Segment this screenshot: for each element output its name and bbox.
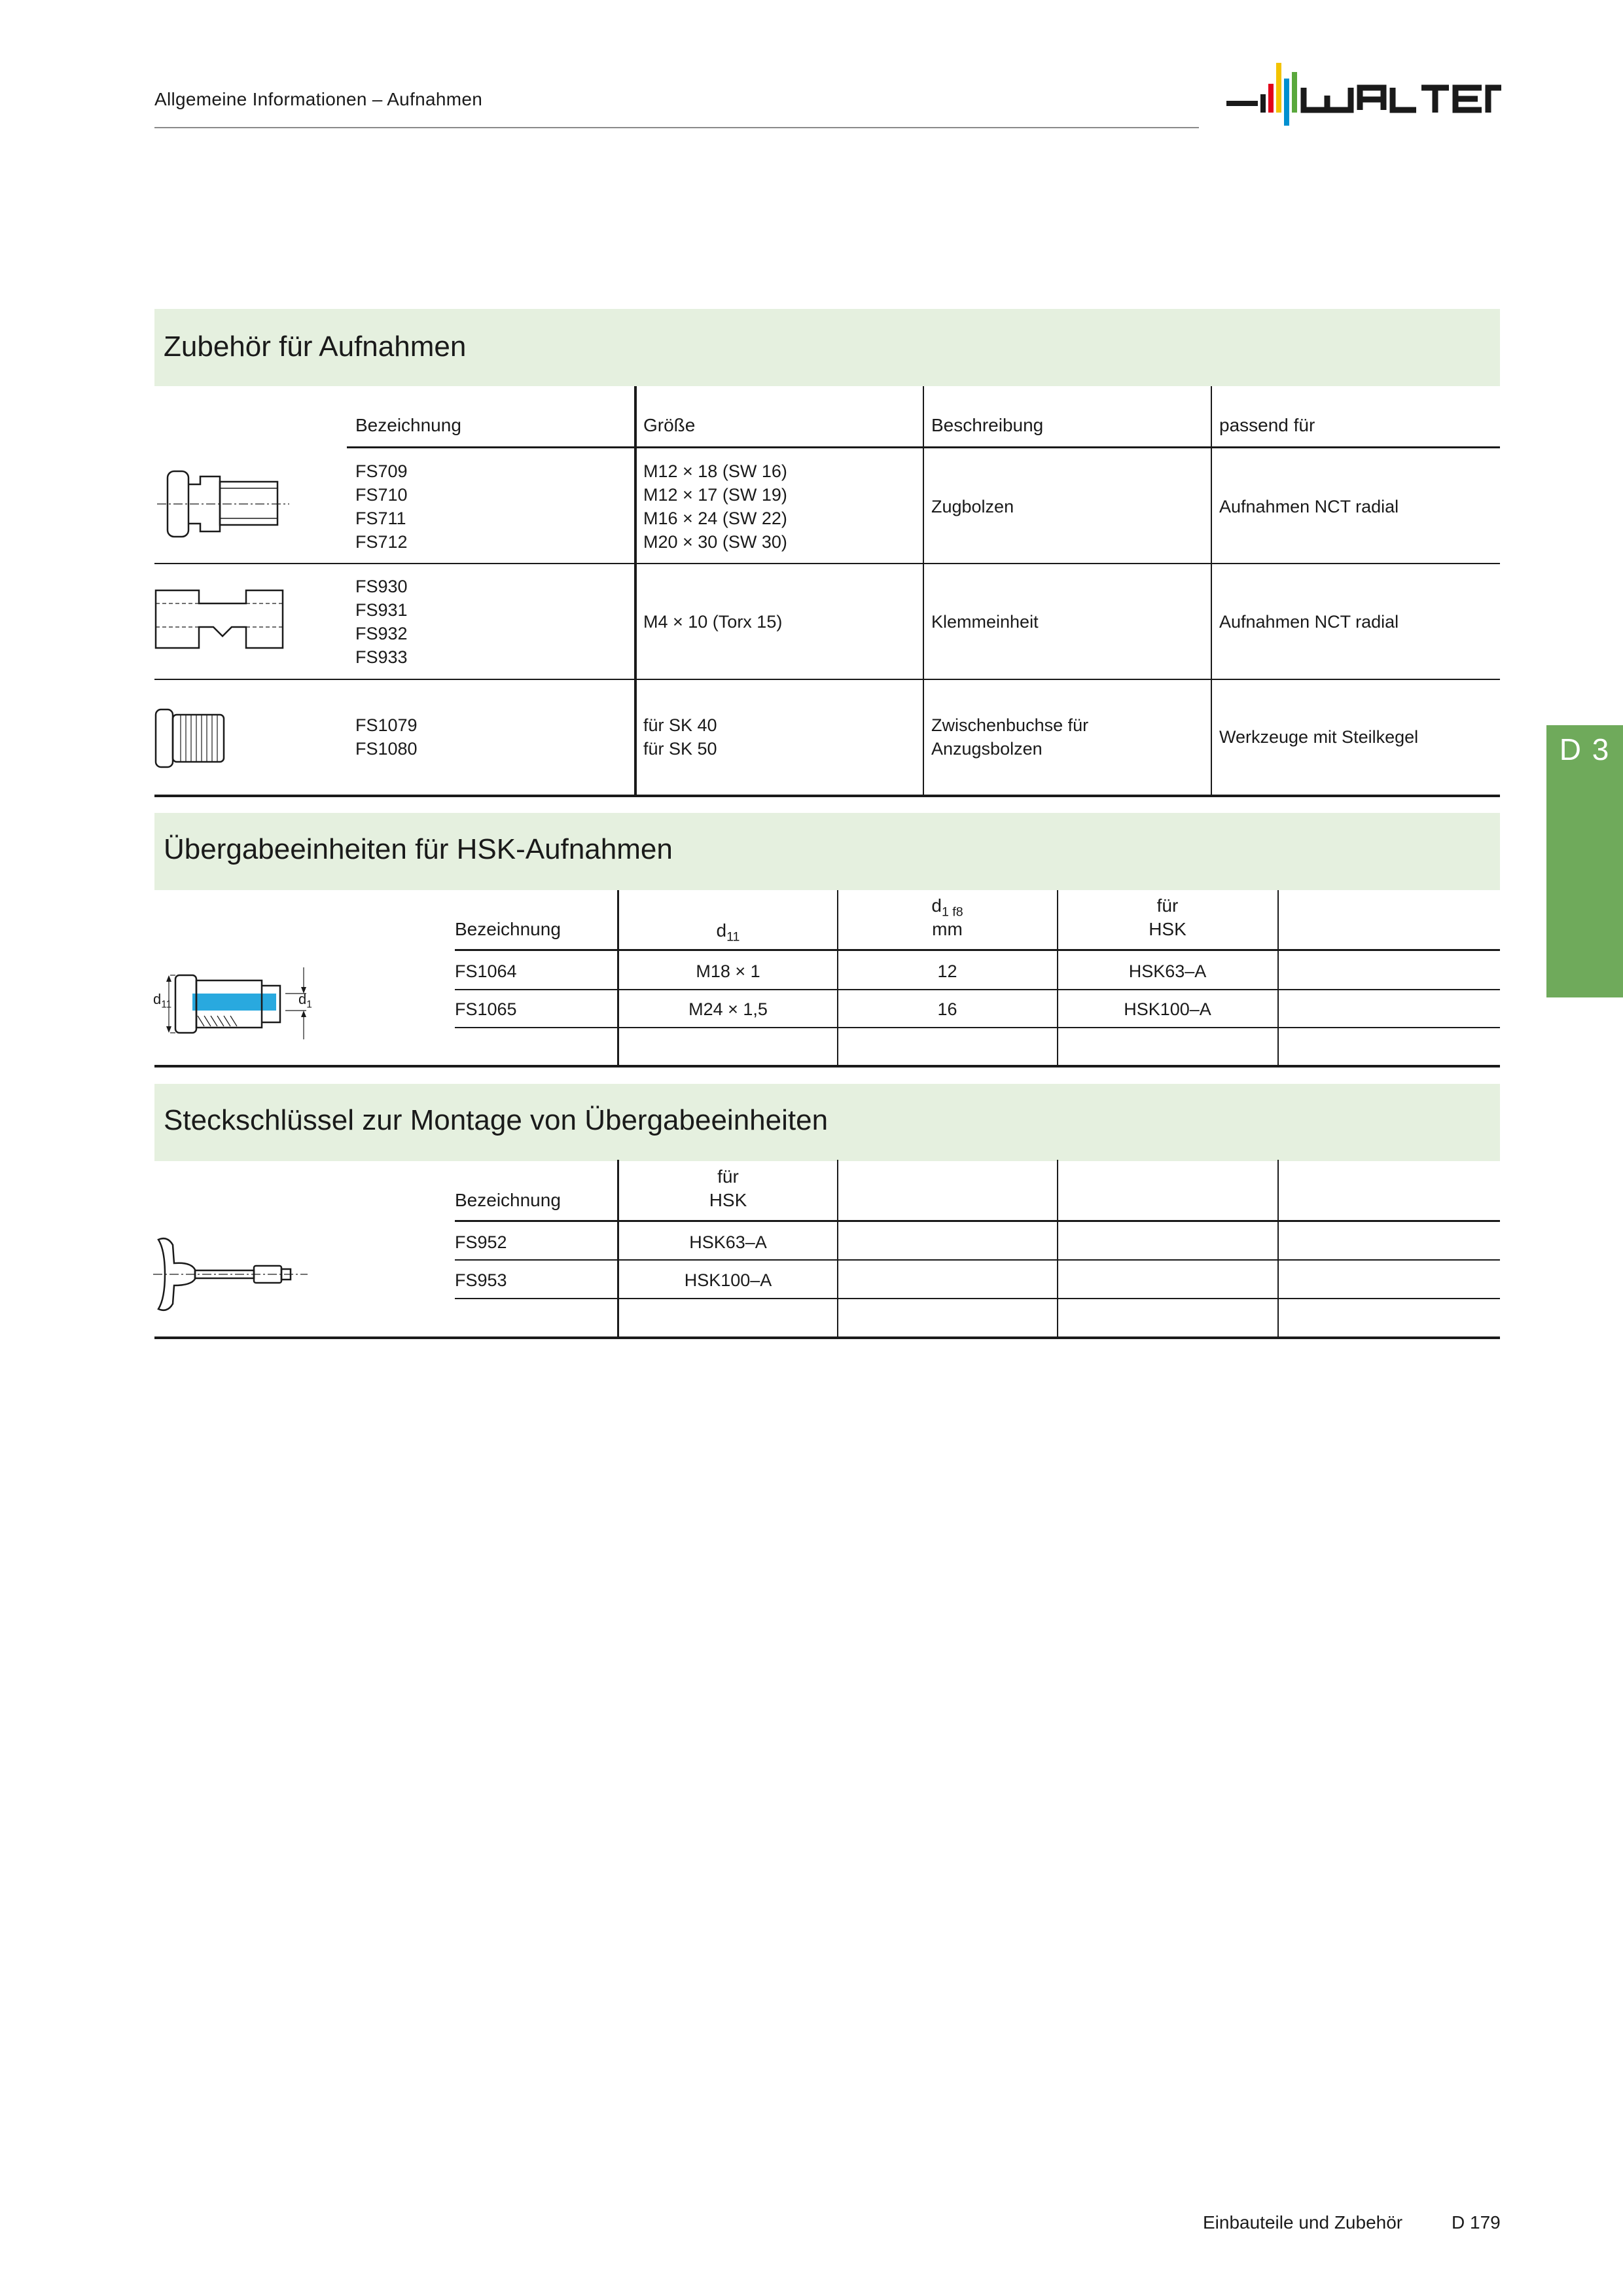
table-cell-d1: 12 (937, 961, 957, 981)
table-cell-hsk: HSK100–A (684, 1270, 772, 1290)
table-cell-d11: M24 × 1,5 (688, 999, 768, 1019)
table-cell-bezeichnung: FS1064 (455, 961, 517, 981)
column-divider (1057, 1160, 1058, 1338)
walter-logo (1226, 59, 1501, 132)
table-cell-d11: M18 × 1 (696, 961, 760, 981)
table-cell-bezeichnung: FS1065 (455, 999, 517, 1019)
table-cell-passend: Aufnahmen NCT radial (1219, 612, 1399, 632)
pull-stud-drawing (154, 462, 292, 547)
table-cell-bezeichnung: FS952 (455, 1232, 507, 1252)
section-title-zubehoer: Zubehör für Aufnahmen (164, 331, 467, 363)
table-cell-passend: Aufnahmen NCT radial (1219, 497, 1399, 516)
col-header-bezeichnung: Bezeichnung (355, 415, 461, 435)
table-cell-groesse: M4 × 10 (Torx 15) (643, 612, 783, 632)
col-header-hsk: HSK (1149, 919, 1186, 939)
col-header-groesse: Größe (643, 415, 696, 435)
col-header-fuer: für (717, 1166, 739, 1187)
column-divider (923, 386, 924, 796)
chapter-tab-label: D 3 (1559, 732, 1611, 766)
transfer-unit-drawing (152, 962, 315, 1047)
table-bottom-rule (154, 1065, 1500, 1067)
table-cell-hsk: HSK100–A (1124, 999, 1211, 1019)
table-bottom-rule (154, 795, 1500, 797)
col-header-fuer: für (1156, 895, 1179, 916)
column-divider (634, 386, 637, 796)
table-cell-bezeichnung: FS1079 FS1080 (355, 715, 418, 759)
table-cell-beschreibung: Klemmeinheit (931, 612, 1039, 632)
row-divider (455, 1027, 1500, 1028)
col-header-bezeichnung: Bezeichnung (455, 1190, 561, 1210)
footer-chapter: Einbauteile und Zubehör (1203, 2212, 1403, 2233)
table-cell-d1: 16 (937, 999, 957, 1019)
row-divider (455, 1298, 1500, 1299)
col-header-passend: passend für (1219, 415, 1315, 435)
table-cell-bezeichnung: FS953 (455, 1270, 507, 1290)
socket-wrench-drawing (152, 1233, 309, 1316)
column-divider (1211, 386, 1212, 796)
page-number: D 179 (1452, 2212, 1501, 2233)
table-cell-beschreibung: Zugbolzen (931, 497, 1014, 516)
breadcrumb: Allgemeine Informationen – Aufnahmen (154, 89, 483, 109)
col-header-d1-unit: mm (932, 919, 963, 939)
row-divider (455, 1259, 1500, 1261)
table-cell-hsk: HSK63–A (689, 1232, 767, 1252)
col-header-d11: $d_{11}$ (716, 920, 740, 944)
row-divider (154, 563, 1500, 564)
header-divider (154, 127, 1199, 128)
table-bottom-rule (154, 1336, 1500, 1339)
row-divider (154, 679, 1500, 680)
table-header-rule (455, 949, 1500, 951)
clamping-unit-drawing (154, 584, 292, 656)
table-cell-hsk: HSK63–A (1128, 961, 1207, 981)
table-cell-bezeichnung: FS709 FS710 FS711 FS712 (355, 461, 408, 552)
table-cell-bezeichnung: FS930 FS931 FS932 FS933 (355, 577, 408, 667)
table-cell-groesse: für SK 40 für SK 50 (643, 715, 717, 759)
row-divider (455, 989, 1500, 990)
table-cell-beschreibung: Zwischenbuchse für Anzugsbolzen (931, 715, 1089, 759)
col-header-hsk: HSK (709, 1190, 747, 1210)
bushing-drawing (154, 706, 240, 771)
column-divider (1277, 1160, 1279, 1338)
table-header-rule (455, 1220, 1500, 1222)
col-header-bezeichnung: Bezeichnung (455, 919, 561, 939)
table-cell-groesse: M12 × 18 (SW 16) M12 × 17 (SW 19) M16 × 24 (SW 22) M20 × 30 (SW 30) (643, 461, 787, 552)
dimension-label-d1: $d_1$ (298, 991, 312, 1011)
section-title-uebergabe: Übergabeeinheiten für HSK-Aufnahmen (164, 833, 673, 865)
section-title-steckschluessel: Steckschlüssel zur Montage von Übergabeeinheiten (164, 1104, 829, 1136)
column-divider (1277, 890, 1279, 1067)
col-header-d1: $d_{1 f8}$ (931, 895, 963, 920)
col-header-beschreibung: Beschreibung (931, 415, 1044, 435)
dimension-label-d11: $d_{11}$ (153, 991, 172, 1011)
table-cell-passend: Werkzeuge mit Steilkegel (1219, 727, 1419, 747)
